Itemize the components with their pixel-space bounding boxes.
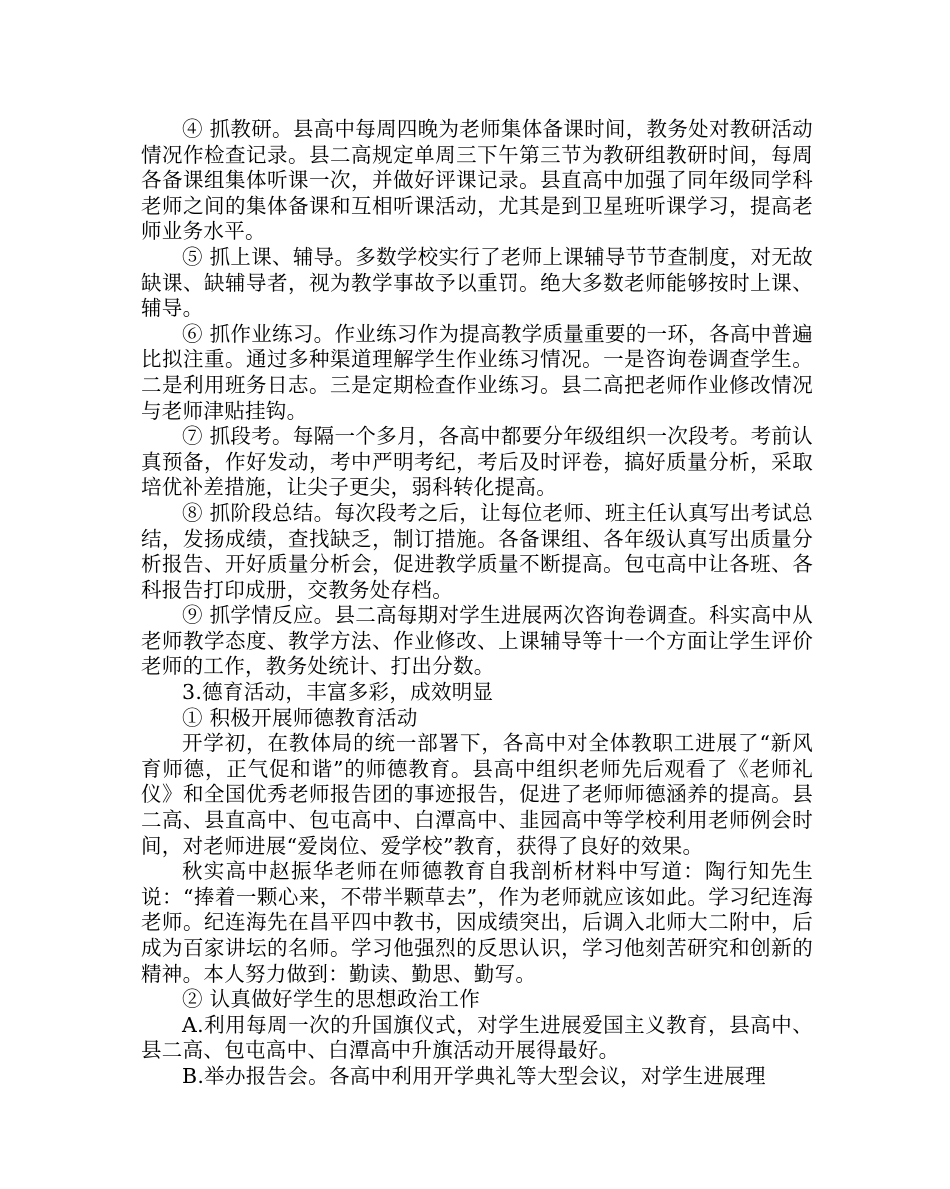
paragraph-teaching-research: ④ 抓教研。县高中每周四晚为老师集体备课时间，教务处对教研活动情况作检查记录。县二高规定单周三下午第三节为教研组教研时间，每周各备课组集体听课一次，并做好评课记录。县直高中加强了同年级同学科老师之间的集体备课和互相听课活动，尤其是到卫星班听课学习，提高老师业务水平。 bbox=[141, 117, 813, 244]
paragraph-teacher-reflection: 秋实高中赵振华老师在师德教育自我剖析材料中写道：陶行知先生说：“捧着一颗心来，不带半颗草去”，作为老师就应该如此。学习纪连海老师。纪连海先在昌平四中教书，因成绩突出，后调入北师大二附中，后成为百家讲坛的名师。学习他强烈的反思认识，学习他刻苦研究和创新的精神。本人努力做到：勤读、勤思、勤写。 bbox=[141, 859, 813, 986]
paragraph-class-tutoring: ⑤ 抓上课、辅导。多数学校实行了老师上课辅导节节查制度，对无故缺课、缺辅导者，视为教学事故予以重罚。绝大多数老师能够按时上课、辅导。 bbox=[141, 244, 813, 321]
document-page bbox=[141, 117, 813, 1090]
paragraph-homework: ⑥ 抓作业练习。作业练习作为提高教学质量重要的一环，各高中普遍比拟注重。通过多种渠道理解学生作业练习情况。一是咨询卷调查学生。二是利用班务日志。三是定期检查作业练习。县二高把老师作业修改情况与老师津贴挂钩。 bbox=[141, 321, 813, 423]
paragraph-ethics-education: 开学初，在教体局的统一部署下，各高中对全体教职工进展了“新风育师德，正气促和谐”的师德教育。县高中组织老师先后观看了《老师礼仪》和全国优秀老师报告团的事迹报告，促进了老师师德涵养的提高。县二高、县直高中、包屯高中、白潭高中、韭园高中等学校利用老师例会时间，对老师进展“爱岗位、爱学校”教育，获得了良好的效果。 bbox=[141, 731, 813, 858]
subheading-student-ideology: ② 认真做好学生的思想政治工作 bbox=[182, 987, 481, 1012]
paragraph-stage-exams: ⑦ 抓段考。每隔一个多月，各高中都要分年级组织一次段考。考前认真预备，作好发动，考中严明考纪，考后及时评卷，搞好质量分析，采取培优补差措施，让尖子更尖，弱科转化提高。 bbox=[141, 424, 813, 500]
paragraph-flag-ceremony: A.利用每周一次的升国旗仪式，对学生进展爱国主义教育，县高中、县二高、包屯高中、白潭高中升旗活动开展得最好。 bbox=[141, 1012, 813, 1063]
subheading-teacher-ethics: ① 积极开展师德教育活动 bbox=[182, 705, 418, 730]
paragraph-student-feedback: ⑨ 抓学情反应。县二高每期对学生进展两次咨询卷调查。科实高中从老师教学态度、教学方法、作业修改、上课辅导等十一个方面让学生评价老师的工作，教务处统计、打出分数。 bbox=[141, 603, 813, 679]
paragraph-stage-summary: ⑧ 抓阶段总结。每次段考之后，让每位老师、班主任认真写出考试总结，发扬成绩，查找缺乏，制订措施。各备课组、各年级认真写出质量分析报告、开好质量分析会，促进教学质量不断提高。包屯高中让各班、各科报告打印成册，交教务处存档。 bbox=[141, 500, 813, 602]
paragraph-report-meetings: B.举办报告会。各高中利用开学典礼等大型会议，对学生进展理 bbox=[182, 1063, 766, 1088]
section-heading-moral-education: 3.德育活动，丰富多彩，成效明显 bbox=[182, 680, 494, 705]
